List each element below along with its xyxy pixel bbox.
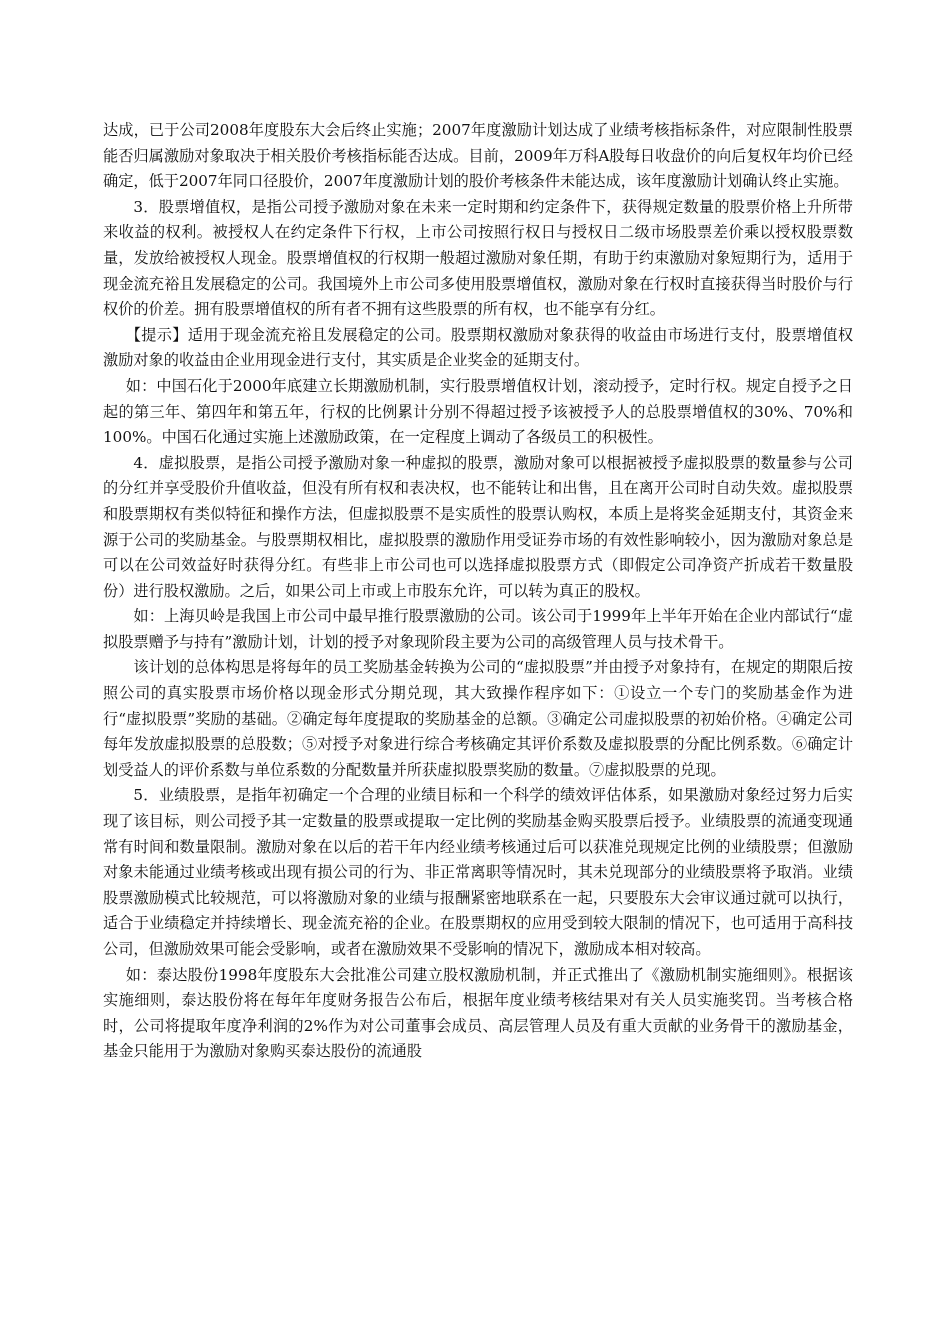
paragraph-example-sinopec: 如：中国石化于2000年底建立长期激励机制，实行股票增值权计划，滚动授予，定时行权。规定自授予之日起的第三年、第四年和第五年，行权的比例累计分别不得超过授予该被授予人的总股票增值权的30%、70%和100%。中国石化通过实施上述激励政策，在一定程度上调动了各级员工的积极性。 xyxy=(103,376,853,447)
paragraph-tip xyxy=(103,323,853,374)
paragraph-plan-outline: 该计划的总体构思是将每年的员工奖励基金转换为公司的“虚拟股票”并由授予对象持有，在规定的期限后按照公司的真实股票市场价格以现金形式分期兑现，其大致操作程序如下：①设立一个专门的奖励基金作为进行“虚拟股票”奖励的基础。②确定每年度提取的奖励基金的总额。③确定公司虚拟股票的初始价格。④确定公司每年发放虚拟股票的总股数；⑤对授予对象进行综合考核确定其评价系数及虚拟股票的分配比例系数。⑥确定计划受益人的评价系数与单位系数的分配数量并所获虚拟股票奖励的数量。⑦虚拟股票的兑现。 xyxy=(103,658,853,779)
document-page xyxy=(103,118,853,1065)
paragraph-continuation: 达成，已于公司2008年度股东大会后终止实施；2007年度激励计划达成了业绩考核指标条件，对应限制性股票能否归属激励对象取决于相关股价考核指标能否达成。目前，2009年万科A股每日收盘价的向后复权年均价已经确定，低于2007年同口径股价，2007年度激励计划的股价考核条件未能达成，该年度激励计划确认终止实施。 xyxy=(103,121,853,191)
tip-tag: 【提示】 xyxy=(125,325,188,344)
paragraph-example-taida: 如：泰达股份1998年度股东大会批准公司建立股权激励机制，并正式推出了《激励机制实施细则》。根据该实施细则，泰达股份将在每年年度财务报告公布后，根据年度业绩考核结果对有关人员实施奖罚。当考核合格时，公司将提取年度净利润的2%作为对公司董事会成员、高层管理人员及有重大贡献的业务骨干的激励基金，基金只能用于为激励对象购买泰达股份的流通股 xyxy=(103,965,853,1061)
paragraph-virtual-stock: 4．虚拟股票，是指公司授予激励对象一种虚拟的股票，激励对象可以根据被授予虚拟股票的数量参与公司的分红并享受股价升值收益，但没有所有权和表决权，也不能转让和出售，且在离开公司时自动失效。虚拟股票和股票期权有类似特征和操作方法，但虚拟股票不是实质性的股票认购权，本质上是将奖金延期支付，其资金来源于公司的奖励基金。与股票期权相比，虚拟股票的激励作用受证券市场的有效性影响较小，因为激励对象总是可以在公司效益好时获得分红。有些非上市公司也可以选择虚拟股票方式（即假定公司净资产折成若干数量股份）进行股权激励。之后，如果公司上市或上市股东允许，可以转为真正的股权。 xyxy=(103,453,853,600)
paragraph-performance-stock: 5．业绩股票，是指年初确定一个合理的业绩目标和一个科学的绩效评估体系，如果激励对象经过努力后实现了该目标，则公司授予其一定数量的股票或提取一定比例的奖励基金购买股票后授予。业绩股票的流通变现通常有时间和数量限制。激励对象在以后的若干年内经业绩考核通过后可以获准兑现规定比例的业绩股票；但激励对象未能通过业绩考核或出现有损公司的行为、非正常离职等情况时，其未兑现部分的业绩股票将予取消。业绩股票激励模式比较规范，可以将激励对象的业绩与报酬紧密地联系在一起，只要股东大会审议通过就可以执行，适合于业绩稳定并持续增长、现金流充裕的企业。在股票期权的应用受到较大限制的情况下，也可适用于高科技公司，但激励效果可能会受影响，或者在激励效果不受影响的情况下，激励成本相对较高。 xyxy=(103,786,853,958)
paragraph-example-shanghai-bell: 如：上海贝岭是我国上市公司中最早推行股票激励的公司。该公司于1999年上半年开始在企业内部试行“虚拟股票赠予与持有”激励计划，计划的授予对象现阶段主要为公司的高级管理人员与技术骨干。 xyxy=(103,607,853,651)
paragraph-stock-appreciation-rights: 3．股票增值权，是指公司授予激励对象在未来一定时期和约定条件下，获得规定数量的股票价格上升所带来收益的权利。被授权人在约定条件下行权，上市公司按照行权日与授权日二级市场股票差价乘以授权股票数量，发放给被授权人现金。股票增值权的行权期一般超过激励对象任期，有助于约束激励对象短期行为，适用于现金流充裕且发展稳定的公司。我国境外上市公司多使用股票增值权，激励对象在行权时直接获得当时股价与行权价的价差。拥有股票增值权的所有者不拥有这些股票的所有权，也不能享有分红。 xyxy=(103,197,853,319)
tip-text: 适用于现金流充裕且发展稳定的公司。股票期权激励对象获得的收益由市场进行支付，股票增值权激励对象的收益由企业用现金进行支付，其实质是企业奖金的延期支付。 xyxy=(103,325,854,370)
